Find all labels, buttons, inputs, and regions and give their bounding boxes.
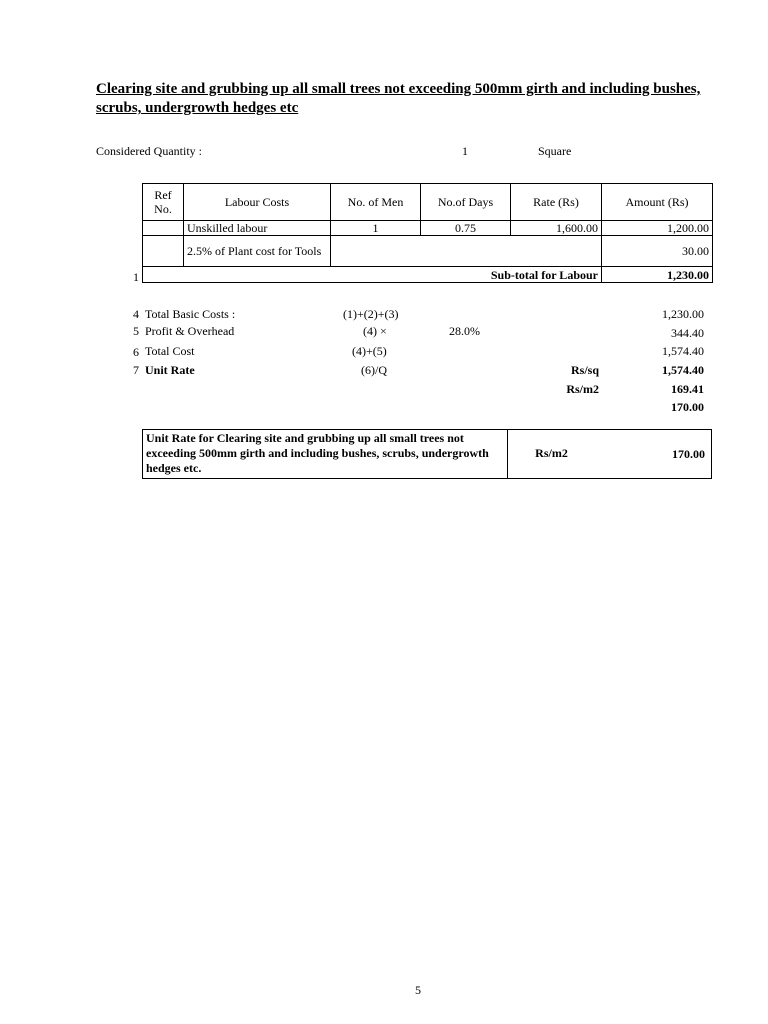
header-no-of-men: No. of Men bbox=[331, 184, 421, 221]
table-header-row bbox=[143, 184, 713, 221]
subtotal-label: Sub-total for Labour bbox=[143, 267, 602, 283]
summary-formula: (4) × bbox=[363, 324, 387, 338]
final-amount: 170.00 bbox=[672, 447, 705, 461]
summary-percentage: 28.0% bbox=[449, 324, 480, 338]
labour-cost-table bbox=[142, 183, 713, 283]
final-unit-rate-box bbox=[142, 429, 712, 479]
cell-men: 1 bbox=[331, 221, 421, 236]
cell-ref bbox=[143, 221, 184, 236]
cell-amount: 1,200.00 bbox=[602, 221, 713, 236]
subtotal-ref: 1 bbox=[133, 270, 139, 284]
summary-no: 4 bbox=[133, 307, 139, 321]
summary-no: 7 bbox=[133, 363, 139, 377]
summary-label: Profit & Overhead bbox=[145, 324, 235, 338]
header-amount: Amount (Rs) bbox=[602, 184, 713, 221]
subtotal-amount: 1,230.00 bbox=[602, 267, 713, 283]
header-labour-costs: Labour Costs bbox=[184, 184, 331, 221]
summary-amount: 1,574.40 bbox=[662, 363, 704, 377]
table-row bbox=[143, 221, 713, 236]
summary-label: Unit Rate bbox=[145, 363, 195, 377]
header-rate: Rate (Rs) bbox=[511, 184, 602, 221]
extra-amount: 169.41 bbox=[671, 382, 704, 396]
final-description: Unit Rate for Clearing site and grubbing up all small trees not exceeding 500mm girth and including bushes, scrubs, undergrowth hedges etc. bbox=[143, 430, 508, 478]
extra-unit: Rs/m2 bbox=[566, 382, 599, 396]
summary-label: Total Basic Costs : bbox=[145, 307, 236, 321]
summary-amount: 344.40 bbox=[671, 326, 704, 340]
summary-no: 6 bbox=[133, 345, 139, 359]
considered-quantity-value: 1 bbox=[462, 144, 468, 158]
header-no-of-days: No.of Days bbox=[421, 184, 511, 221]
summary-formula: (1)+(2)+(3) bbox=[343, 307, 399, 321]
summary-label: Total Cost bbox=[145, 344, 195, 358]
summary-amount: 1,230.00 bbox=[662, 307, 704, 321]
cell-rate: 1,600.00 bbox=[511, 221, 602, 236]
subtotal-row bbox=[143, 267, 713, 283]
considered-quantity-unit: Square bbox=[538, 144, 572, 158]
considered-quantity-label: Considered Quantity : bbox=[96, 144, 202, 158]
cell-empty bbox=[331, 236, 602, 267]
extra-amount-rounded: 170.00 bbox=[671, 400, 704, 414]
cell-ref bbox=[143, 236, 184, 267]
cell-desc: Unskilled labour bbox=[184, 221, 331, 236]
table-row bbox=[143, 236, 713, 267]
header-ref-no: Ref No. bbox=[143, 184, 184, 221]
summary-formula: (4)+(5) bbox=[352, 344, 387, 358]
page-title: Clearing site and grubbing up all small trees not exceeding 500mm girth and including bushes, scrubs, undergrowth hedges etc bbox=[96, 81, 701, 116]
summary-no: 5 bbox=[133, 324, 139, 338]
summary-unit: Rs/sq bbox=[570, 363, 599, 377]
cell-days: 0.75 bbox=[421, 221, 511, 236]
cell-desc: 2.5% of Plant cost for Tools bbox=[184, 236, 331, 267]
final-unit: Rs/m2 bbox=[535, 446, 568, 460]
summary-amount: 1,574.40 bbox=[662, 344, 704, 358]
page-number: 5 bbox=[415, 983, 421, 997]
cell-amount: 30.00 bbox=[602, 236, 713, 267]
summary-formula: (6)/Q bbox=[361, 363, 387, 377]
